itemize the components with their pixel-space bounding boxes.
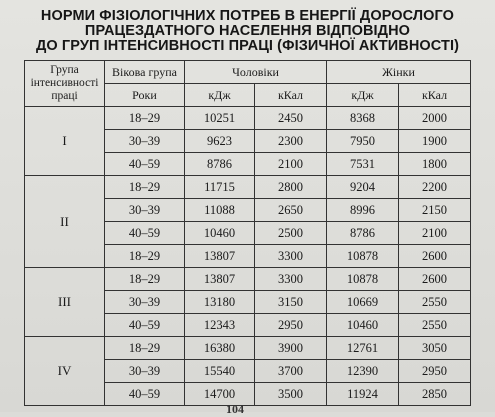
men-kcal-cell: 3500 bbox=[255, 383, 327, 406]
group-label-cell: IV bbox=[25, 337, 105, 406]
women-kj-cell: 8996 bbox=[327, 199, 399, 222]
title-line: ПРАЦЕЗДАТНОГО НАСЕЛЕННЯ ВІДПОВІДНО bbox=[84, 23, 411, 39]
men-kj-cell: 12343 bbox=[185, 314, 255, 337]
age-cell: 30–39 bbox=[105, 360, 185, 383]
women-kcal-cell: 2600 bbox=[399, 245, 471, 268]
women-kcal-cell: 2550 bbox=[399, 291, 471, 314]
header-men: Чоловіки bbox=[185, 61, 327, 84]
women-kj-cell: 8368 bbox=[327, 107, 399, 130]
men-kj-cell: 14700 bbox=[185, 383, 255, 406]
women-kj-cell: 12390 bbox=[327, 360, 399, 383]
age-cell: 40–59 bbox=[105, 314, 185, 337]
table-body bbox=[25, 107, 471, 406]
page-number: 104 bbox=[226, 402, 244, 416]
women-kcal-cell: 2200 bbox=[399, 176, 471, 199]
men-kcal-cell: 2100 bbox=[255, 153, 327, 176]
men-kcal-cell: 3900 bbox=[255, 337, 327, 360]
women-kj-cell: 8786 bbox=[327, 222, 399, 245]
table-row bbox=[25, 176, 471, 199]
women-kcal-cell: 2850 bbox=[399, 383, 471, 406]
header-women-kcal: кКал bbox=[399, 84, 471, 107]
age-cell: 18–29 bbox=[105, 176, 185, 199]
men-kcal-cell: 2950 bbox=[255, 314, 327, 337]
title-line: НОРМИ ФІЗІОЛОГІЧНИХ ПОТРЕБ В ЕНЕРГІЇ ДОРОСЛОГО bbox=[40, 8, 455, 24]
men-kcal-cell: 2500 bbox=[255, 222, 327, 245]
men-kcal-cell: 2450 bbox=[255, 107, 327, 130]
men-kj-cell: 16380 bbox=[185, 337, 255, 360]
women-kj-cell: 10878 bbox=[327, 245, 399, 268]
men-kj-cell: 11088 bbox=[185, 199, 255, 222]
age-cell: 40–59 bbox=[105, 383, 185, 406]
women-kcal-cell: 2550 bbox=[399, 314, 471, 337]
title-line: ДО ГРУП ІНТЕНСИВНОСТІ ПРАЦІ (ФІЗИЧНОЇ АКТИВНОСТІ) bbox=[36, 38, 459, 54]
group-label-cell: III bbox=[25, 268, 105, 337]
men-kj-cell: 13807 bbox=[185, 268, 255, 291]
women-kj-cell: 7950 bbox=[327, 130, 399, 153]
header-women-kj: кДж bbox=[327, 84, 399, 107]
women-kcal-cell: 1800 bbox=[399, 153, 471, 176]
header-women: Жінки bbox=[327, 61, 471, 84]
document-title bbox=[20, 9, 475, 54]
women-kj-cell: 11924 bbox=[327, 383, 399, 406]
age-cell: 40–59 bbox=[105, 153, 185, 176]
age-cell: 30–39 bbox=[105, 291, 185, 314]
age-cell: 18–29 bbox=[105, 245, 185, 268]
table-row bbox=[25, 107, 471, 130]
age-cell: 30–39 bbox=[105, 199, 185, 222]
women-kcal-cell: 2150 bbox=[399, 199, 471, 222]
table-row bbox=[25, 268, 471, 291]
men-kj-cell: 10251 bbox=[185, 107, 255, 130]
women-kj-cell: 9204 bbox=[327, 176, 399, 199]
men-kcal-cell: 2800 bbox=[255, 176, 327, 199]
table-row bbox=[25, 337, 471, 360]
age-cell: 30–39 bbox=[105, 130, 185, 153]
men-kj-cell: 13807 bbox=[185, 245, 255, 268]
men-kj-cell: 10460 bbox=[185, 222, 255, 245]
men-kj-cell: 11715 bbox=[185, 176, 255, 199]
men-kcal-cell: 3700 bbox=[255, 360, 327, 383]
women-kcal-cell: 2000 bbox=[399, 107, 471, 130]
women-kj-cell: 7531 bbox=[327, 153, 399, 176]
women-kj-cell: 10669 bbox=[327, 291, 399, 314]
women-kcal-cell: 2950 bbox=[399, 360, 471, 383]
header-men-kj: кДж bbox=[185, 84, 255, 107]
men-kcal-cell: 3300 bbox=[255, 268, 327, 291]
women-kcal-cell: 3050 bbox=[399, 337, 471, 360]
men-kcal-cell: 2300 bbox=[255, 130, 327, 153]
age-cell: 18–29 bbox=[105, 107, 185, 130]
women-kj-cell: 10878 bbox=[327, 268, 399, 291]
header-years: Роки bbox=[105, 84, 185, 107]
men-kj-cell: 13180 bbox=[185, 291, 255, 314]
men-kcal-cell: 2650 bbox=[255, 199, 327, 222]
age-cell: 18–29 bbox=[105, 337, 185, 360]
men-kj-cell: 8786 bbox=[185, 153, 255, 176]
men-kcal-cell: 3300 bbox=[255, 245, 327, 268]
women-kj-cell: 12761 bbox=[327, 337, 399, 360]
group-label-cell: I bbox=[25, 107, 105, 176]
women-kcal-cell: 1900 bbox=[399, 130, 471, 153]
header-men-kcal: кКал bbox=[255, 84, 327, 107]
men-kj-cell: 15540 bbox=[185, 360, 255, 383]
men-kj-cell: 9623 bbox=[185, 130, 255, 153]
age-cell: 18–29 bbox=[105, 268, 185, 291]
age-cell: 40–59 bbox=[105, 222, 185, 245]
women-kcal-cell: 2600 bbox=[399, 268, 471, 291]
header-age-group: Вікова група bbox=[105, 61, 185, 84]
women-kcal-cell: 2100 bbox=[399, 222, 471, 245]
group-label-cell: II bbox=[25, 176, 105, 268]
women-kj-cell: 10460 bbox=[327, 314, 399, 337]
energy-norms-table bbox=[24, 60, 471, 406]
header-group: Група інтенсивності праці bbox=[25, 61, 105, 107]
men-kcal-cell: 3150 bbox=[255, 291, 327, 314]
